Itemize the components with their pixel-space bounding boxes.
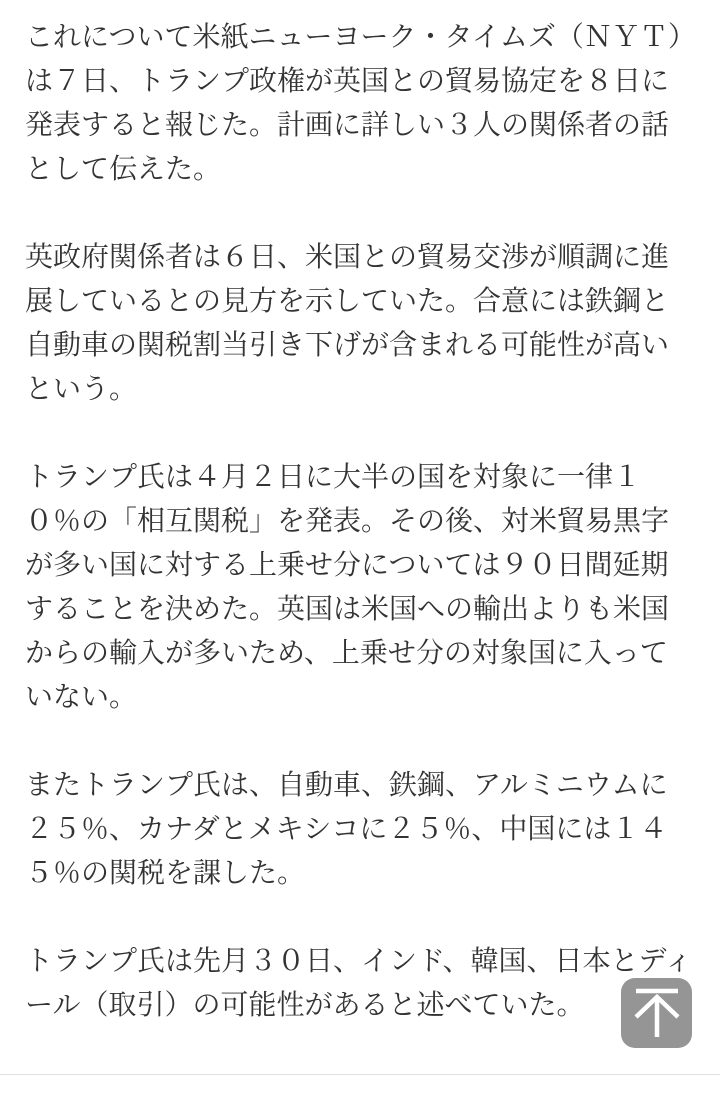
article-paragraph: これについて米紙ニューヨーク・タイムズ（ＮＹＴ）は７日、トランプ政権が英国との貿易協定を８日に発表すると報じた。計画に詳しい３人の関係者の話として伝えた。 [25, 21, 682, 184]
article-paragraph: 英政府関係者は６日、米国との貿易交渉が順調に進展しているとの見方を示していた。合意には鉄鋼と自動車の関税割当引き下げが含まれる可能性が高いという。 [25, 241, 670, 404]
scroll-to-top-button[interactable] [621, 978, 692, 1048]
divider [0, 1074, 720, 1075]
article-paragraph: トランプ氏は４月２日に大半の国を対象に一律１０％の「相互関税」を発表。その後、対米貿易黒字が多い国に対する上乗せ分については９０日間延期することを決めた。英国は米国への輸出よりも米国からの輸入が多いため、上乗せ分の対象国に入っていない。 [25, 461, 670, 712]
arrow-up-to-top-icon [632, 987, 682, 1039]
article-paragraph: またトランプ氏は、自動車、鉄鋼、アルミニウムに２５％、カナダとメキシコに２５％、中国には１４５％の関税を課した。 [25, 769, 668, 888]
article-paragraph: トランプ氏は先月３０日、インド、韓国、日本とディール（取引）の可能性があると述べていた。 [25, 945, 693, 1020]
